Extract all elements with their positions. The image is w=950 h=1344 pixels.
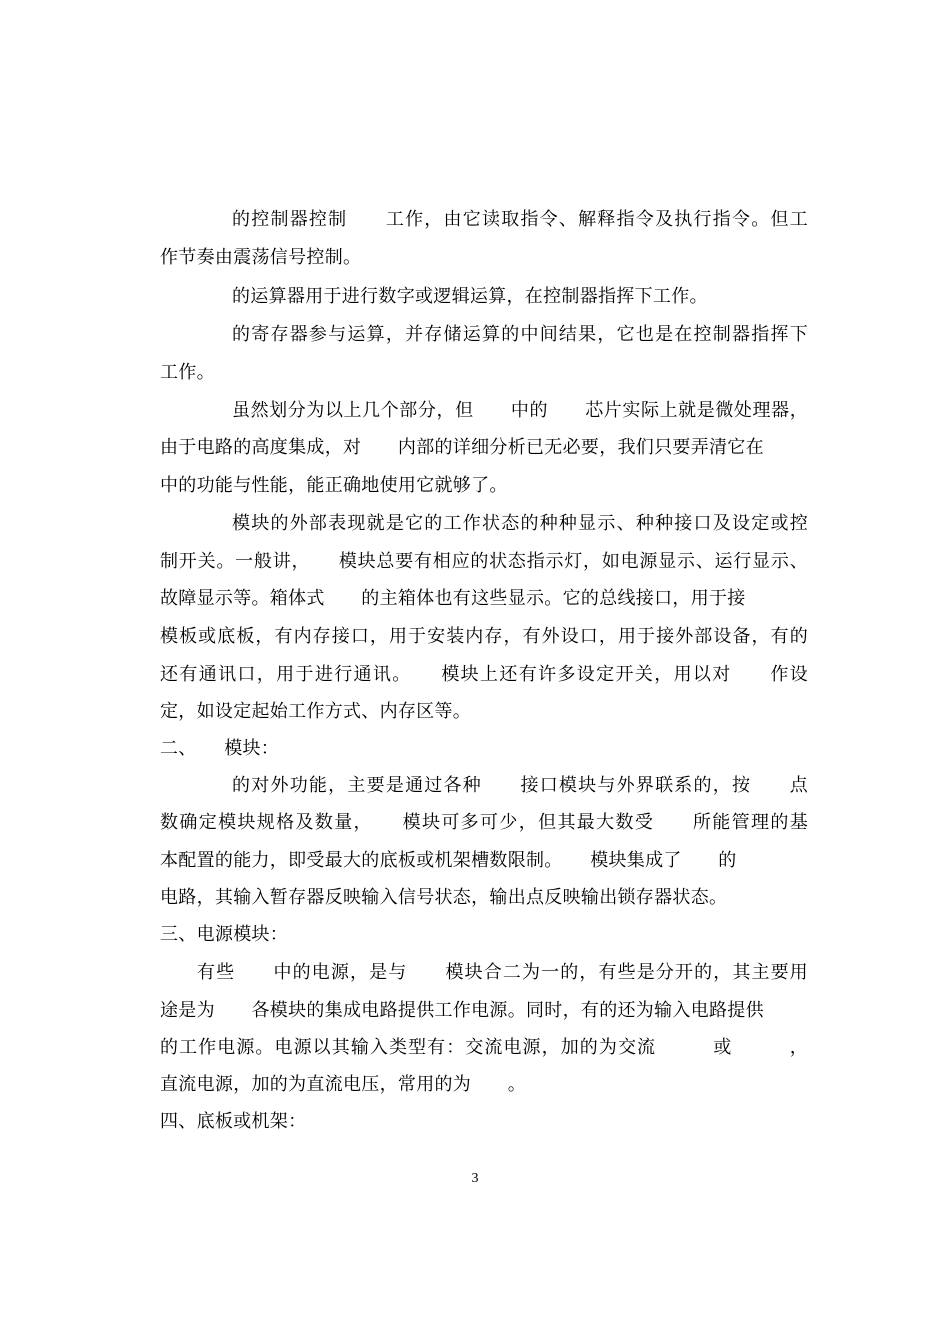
text-line-13: 还有通讯口，用于进行通讯。 模块上还有许多设定开关，用以对 作设 xyxy=(160,664,808,685)
text-line-17: 本配置的能力，即受最大的底板或机架槽数限制。 模块集成了 的 xyxy=(160,850,737,871)
text-line-8: 中的功能与性能，能正确地使用它就够了。 xyxy=(160,475,508,496)
text-line-3: 的运算器用于进行数字或逻辑运算，在控制器指挥下工作。 xyxy=(232,286,708,307)
section-heading-2: 二、 模块： xyxy=(160,738,280,759)
text-line-20: 途是为 各模块的集成电路提供工作电源。同时，有的还为输入电路提供 xyxy=(160,1000,764,1021)
text-line-21: 的工作电源。电源以其输入类型有：交流电源，加的为交流 或 ， xyxy=(160,1037,808,1058)
section-heading-3: 三、电源模块： xyxy=(160,924,289,945)
text-line-22: 直流电源，加的为直流电压，常用的为 。 xyxy=(160,1074,526,1095)
text-line-2: 作节奏由震荡信号控制。 xyxy=(160,247,362,268)
text-line-16: 数确定模块规格及数量， 模块可多可少，但其最大数受 所能管理的基 xyxy=(160,812,808,833)
text-line-15: 的对外功能，主要是通过各种 接口模块与外界联系的，按 点 xyxy=(232,775,808,796)
text-line-10: 制开关。一般讲， 模块总要有相应的状态指示灯，如电源显示、运行显示、 xyxy=(160,551,808,572)
text-line-11: 故障显示等。箱体式 的主箱体也有这些显示。它的总线接口，用于接 xyxy=(160,588,746,609)
text-line-4: 的寄存器参与运算，并存储运算的中间结果，它也是在控制器指挥下 xyxy=(232,324,808,345)
text-line-7: 由于电路的高度集成，对 内部的详细分析已无必要，我们只要弄清它在 xyxy=(160,437,764,458)
text-line-6: 虽然划分为以上几个部分，但 中的 芯片实际上就是微处理器， xyxy=(232,400,808,421)
text-line-14: 定，如设定起始工作方式、内存区等。 xyxy=(160,701,472,722)
text-line-18: 电路，其输入暂存器反映输入信号状态，输出点反映输出锁存器状态。 xyxy=(160,887,728,908)
page-number: 3 xyxy=(471,1171,479,1186)
section-heading-4: 四、底板或机架： xyxy=(160,1111,307,1132)
text-line-9: 模块的外部表现就是它的工作状态的种种显示、种种接口及设定或控 xyxy=(232,513,808,534)
text-line-1: 的控制器控制 工作，由它读取指令、解释指令及执行指令。但工 xyxy=(232,209,808,230)
text-line-19: 有些 中的电源，是与 模块合二为一的，有些是分开的，其主要用 xyxy=(197,962,808,983)
text-line-12: 模板或底板，有内存接口，用于安装内存，有外设口，用于接外部设备，有的 xyxy=(160,626,808,647)
text-line-5: 工作。 xyxy=(160,362,215,383)
